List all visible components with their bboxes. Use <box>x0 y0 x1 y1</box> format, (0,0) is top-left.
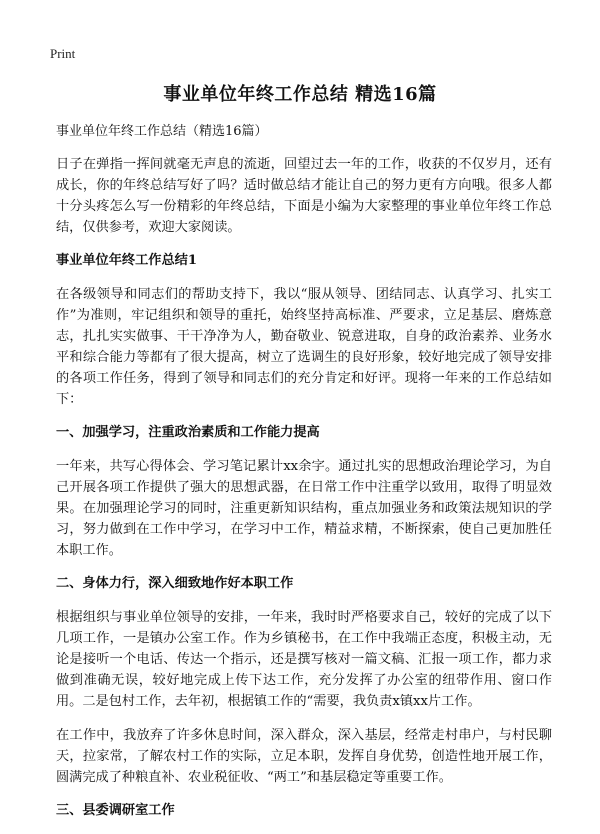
print-link[interactable]: Print <box>50 46 76 61</box>
section-paragraph: 在各级领导和同志们的帮助支持下，我以“服从领导、团结同志、认真学习、扎实工作”为准则，牢记组织和领导的重托，始终坚持高标准、严要求，立足基层、磨炼意志，扎扎实实做事、干干净净为人，勤奋敬业、锐意进取，自身的政治素养、业务水平和综合能力等都有了很大提高，树立了选调生的良好形象，较好地完成了领导安排的各项工作任务，得到了领导和同志们的充分肯定和好评。现将一年来的工作总结如下： <box>56 287 552 407</box>
subsection-heading-2: 二、身体力行，深入细致地作好本职工作 <box>56 576 294 591</box>
subsection-paragraph-1: 一年来，共写心得体会、学习笔记累计xx余字。通过扎实的思想政治理论学习，为自己开展各项工作提供了强大的思想武器，在日常工作中注重学以致用，取得了明显效果。在加强理论学习的同时，注重更新知识结构，重点加强业务和政策法规知识的学习，努力做到在工作中学习，在学习中工作，精益求精，不断探索，使自己更加胜任本职工作。 <box>56 459 552 558</box>
section-heading: 事业单位年终工作总结1 <box>56 253 198 268</box>
subsection-heading-3: 三、县委调研室工作 <box>56 803 175 818</box>
page-title: 事业单位年终工作总结 精选16篇 <box>163 84 437 105</box>
subsection-heading-1: 一、加强学习，注重政治素质和工作能力提高 <box>56 425 320 440</box>
subsection-paragraph-2a: 根据组织与事业单位领导的安排，一年来，我时时严格要求自己，较好的完成了以下几项工作，一是镇办公室工作。作为乡镇秘书，在工作中我端正态度，积极主动，无论是接听一个电话、传达一个指示，还是撰写核对一篇文稿、汇报一项工作，都力求做到准确无误，较好地完成上传下达工作，充分发挥了办公室的纽带作用、窗口作用。二是包村工作，去年初，根据镇工作的“需要，我负责x镇xx片工作。 <box>56 610 552 709</box>
document-body <box>56 122 552 834</box>
subsection-paragraph-2b: 在工作中，我放弃了许多休息时间，深入群众，深入基层，经常走村串户，与村民聊天，拉家常，了解农村工作的实际，立足本职，发挥自身优势，创造性地开展工作，圆满完成了种粮直补、农业税征收、“两工”和基层稳定等重要工作。 <box>56 728 552 785</box>
intro-paragraph: 日子在弹指一挥间就毫无声息的流逝，回望过去一年的工作，收获的不仅岁月，还有成长，你的年终总结写好了吗？适时做总结才能让自己的努力更有方向哦。很多人都十分头疼怎么写一份精彩的年终总结，下面是小编为大家整理的事业单位年终工作总结，仅供参考，欢迎大家阅读。 <box>56 157 552 235</box>
document-subtitle: 事业单位年终工作总结（精选16篇） <box>56 124 268 139</box>
